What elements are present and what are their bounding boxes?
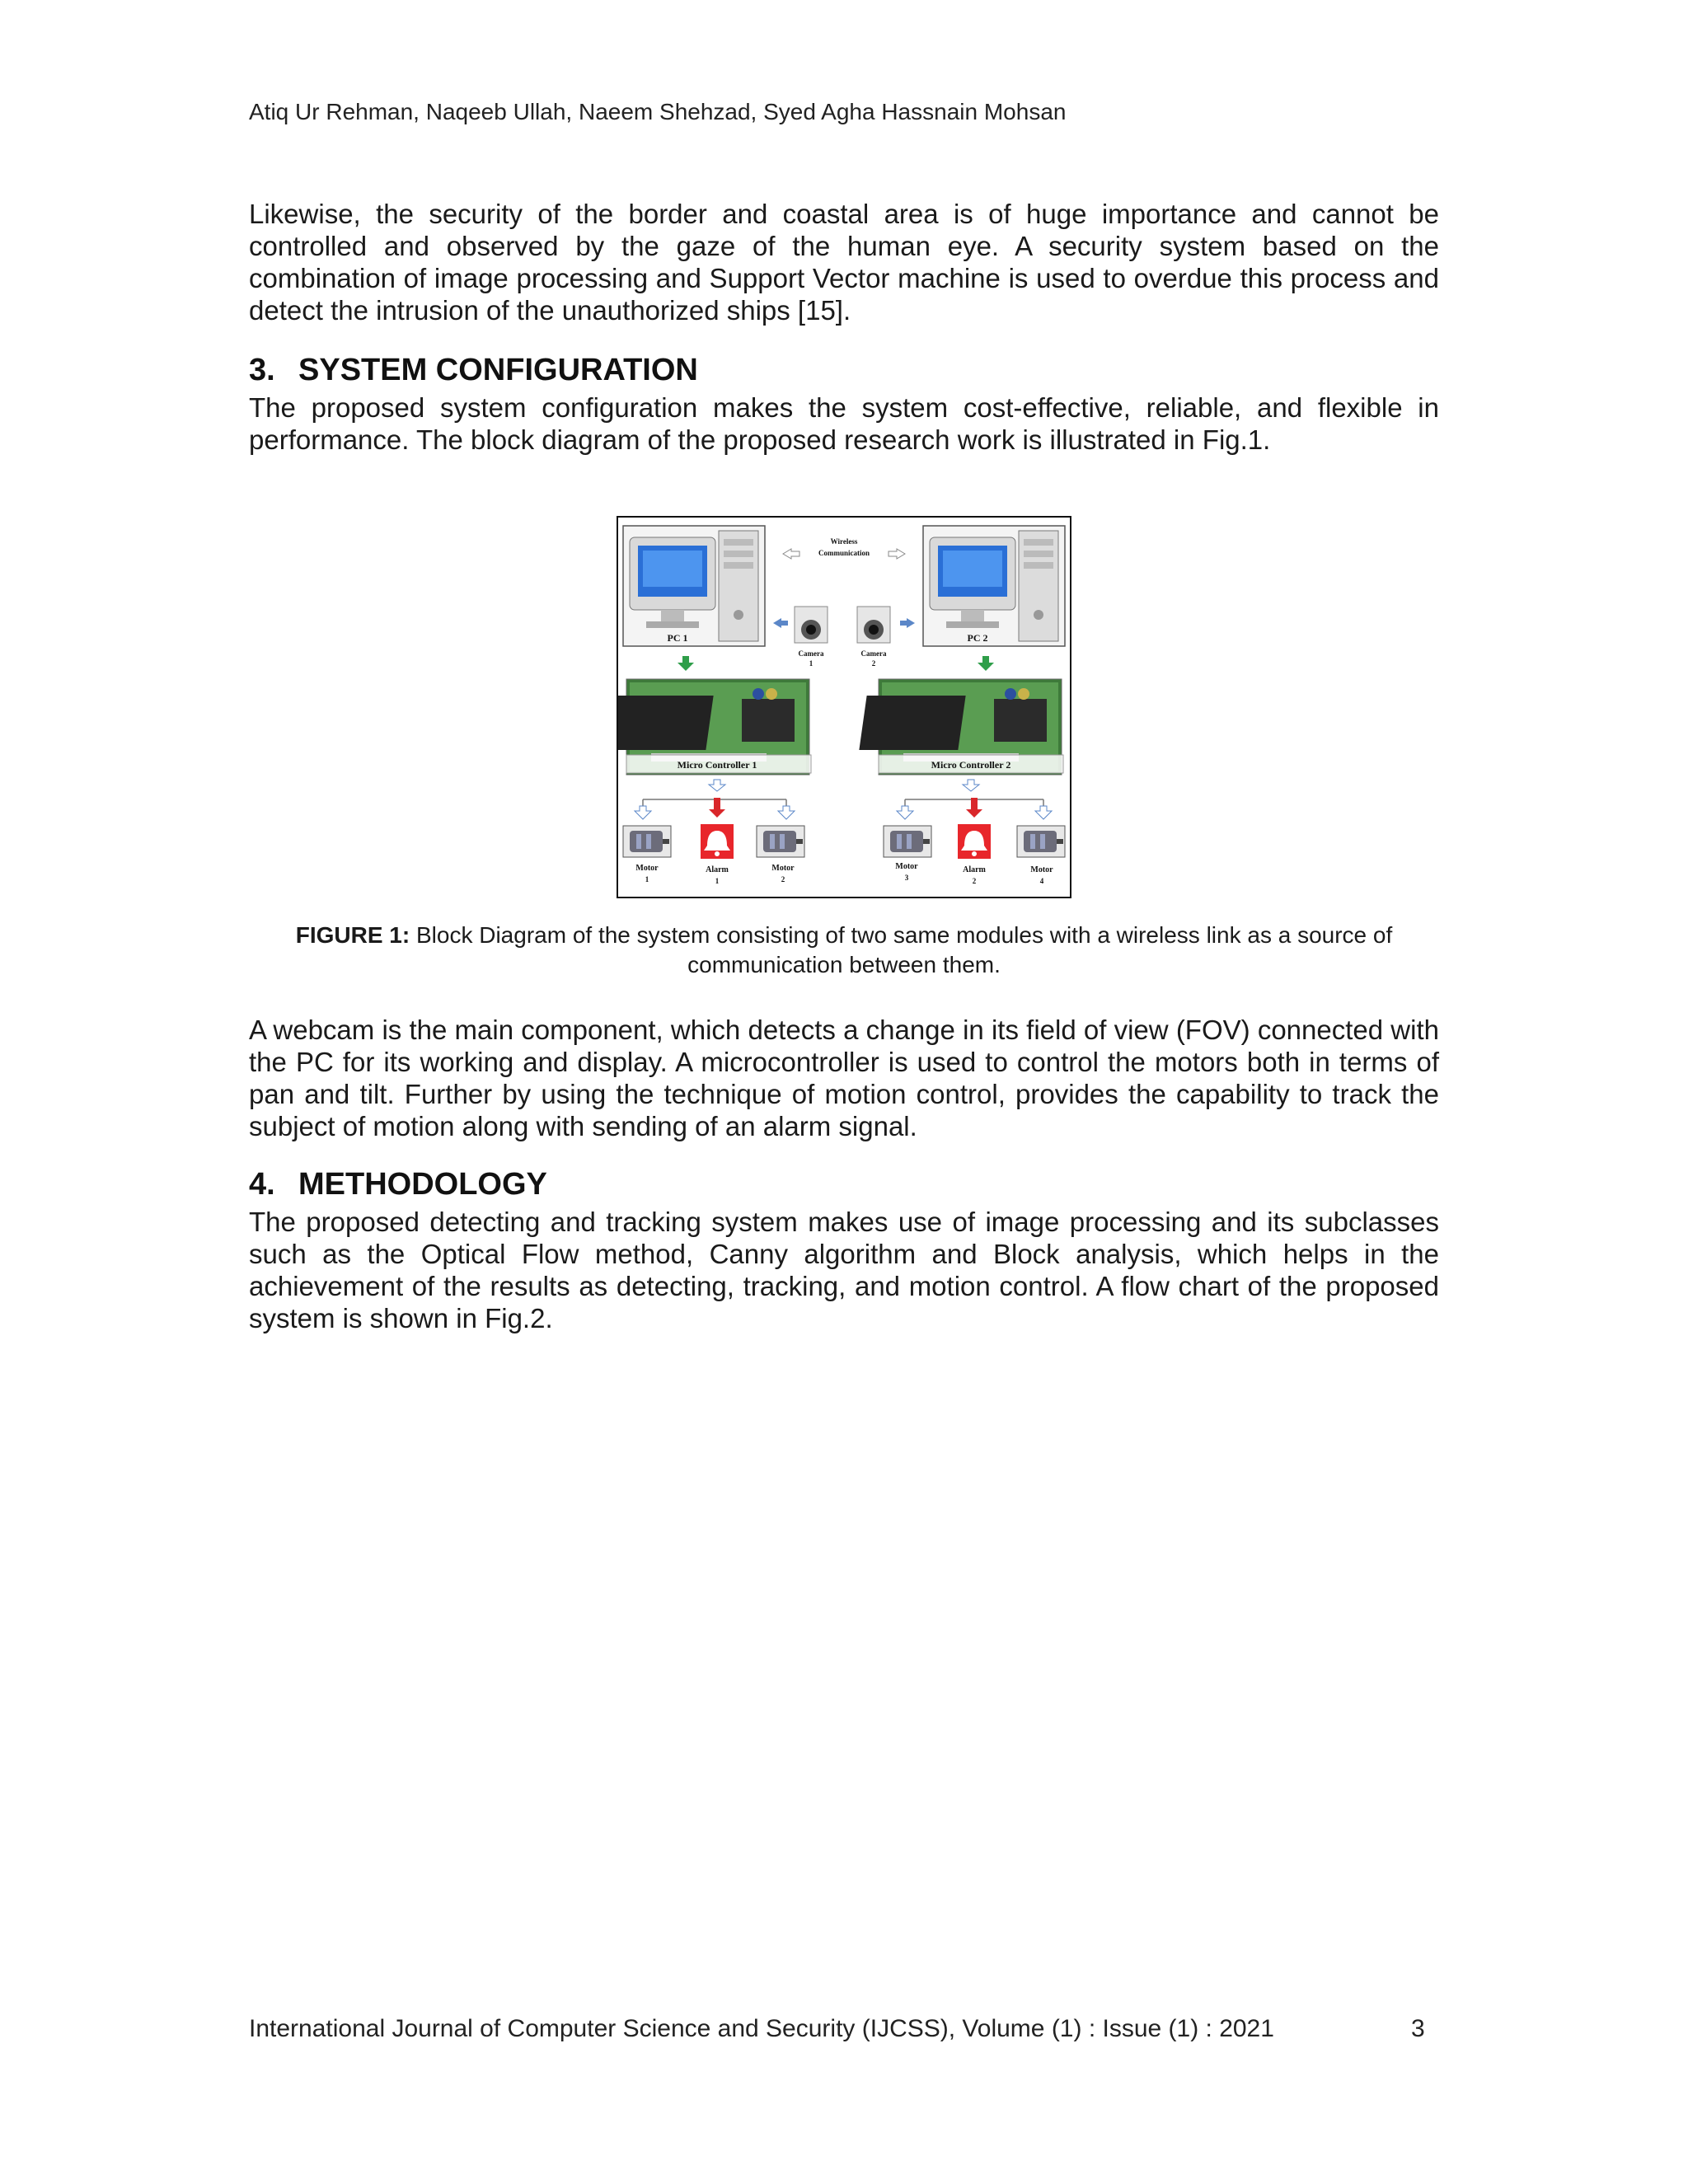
wireless-label-line2: Communication — [818, 549, 870, 557]
paragraph-webcam: A webcam is the main component, which detects a change in its field of view (FOV) connected with the PC for its working and display. A microcontroller is used to control the motors both in terms of pan and tilt. Further by using the technique of motion control, provides the capability to track the subject of motion along with sending of an alarm signal. — [249, 1015, 1439, 1141]
paragraph-config: The proposed system configuration makes the system cost-effective, reliable, and flexible in performance. The block diagram of the proposed research work is illustrated in Fig.1. — [249, 392, 1439, 455]
caption-text: Block Diagram of the system consisting of two same modules with a wireless link as a source of communication between them. — [415, 922, 1393, 977]
footer-journal: International Journal of Computer Science and Security (IJCSS), Volume (1) : Issue (1) : 2021 — [249, 2015, 1274, 2042]
microcontroller2-label: Micro Controller 2 — [931, 759, 1011, 771]
caption-label: FIGURE 1: — [295, 922, 410, 948]
motor2-label: Motor — [771, 864, 795, 873]
section-title: SYSTEM CONFIGURATION — [298, 353, 698, 387]
arrow-down-icon — [709, 780, 725, 791]
figure-caption — [249, 921, 1439, 980]
arrow-down-icon — [678, 656, 694, 671]
motor1-number: 1 — [645, 875, 649, 883]
alarm1-label: Alarm — [706, 865, 729, 874]
arrow-down-icon — [963, 780, 979, 791]
motor2-icon — [757, 826, 804, 857]
motor4-label: Motor — [1030, 865, 1053, 874]
pc2-icon — [923, 526, 1065, 646]
alarm1-number: 1 — [715, 877, 720, 885]
motor1-label: Motor — [635, 864, 659, 873]
section-title: METHODOLOGY — [298, 1167, 547, 1202]
motor2-number: 2 — [781, 875, 785, 883]
motor3-number: 3 — [904, 874, 909, 882]
arrow-down-icon — [978, 656, 994, 671]
arrow-down-icon — [709, 798, 725, 818]
motor3-label: Motor — [895, 862, 918, 871]
arrow-icon — [900, 618, 915, 628]
camera2-label: Camera — [860, 649, 887, 658]
alarm2-number: 2 — [972, 877, 977, 885]
page-number: 3 — [1411, 2015, 1425, 2042]
microcontroller1-label: Micro Controller 1 — [677, 759, 757, 771]
pc1-icon — [623, 526, 765, 646]
wireless-label-line1: Wireless — [830, 537, 858, 546]
section-heading-3 — [249, 353, 698, 388]
paragraph-intro: Likewise, the security of the border and coastal area is of huge importance and cannot be controlled and observed by the gaze of the human eye. A security system based on the combination of image processing and Support Vector machine is used to overdue this process and detect the intrusion of the unauthorized ships [15]. — [249, 199, 1439, 326]
alarm2-label: Alarm — [963, 865, 986, 874]
motor1-icon — [623, 826, 671, 857]
alarm1-bell-icon — [701, 824, 734, 859]
section-heading-4 — [249, 1167, 547, 1202]
camera2-icon — [857, 607, 890, 643]
motor3-icon — [884, 826, 931, 857]
motor4-number: 4 — [1039, 877, 1044, 885]
camera1-label: Camera — [798, 649, 824, 658]
arrow-icon — [773, 618, 788, 628]
arrow-left-icon — [783, 549, 799, 559]
arrow-down-icon — [1035, 806, 1052, 819]
pc1-label: PC 1 — [667, 632, 688, 644]
camera2-number: 2 — [871, 659, 876, 668]
motor4-icon — [1017, 826, 1065, 857]
paragraph-methodology: The proposed detecting and tracking system makes use of image processing and its subclasses such as the Optical Flow method, Canny algorithm and Block analysis, which helps in the achievement of the results as detecting, tracking, and motion control. A flow chart of the proposed system is shown in Fig.2. — [249, 1207, 1439, 1333]
arrow-down-icon — [635, 806, 651, 819]
camera1-icon — [795, 607, 828, 643]
section-number: 3. — [249, 353, 275, 387]
section-number: 4. — [249, 1167, 275, 1202]
block-diagram-svg — [618, 518, 1070, 897]
running-head-authors: Atiq Ur Rehman, Naqeeb Ullah, Naeem Shehzad, Syed Agha Hassnain Mohsan — [249, 99, 1067, 124]
camera1-number: 1 — [809, 659, 814, 668]
alarm2-bell-icon — [958, 824, 991, 859]
arrow-down-icon — [966, 798, 982, 818]
arrow-right-icon — [889, 549, 905, 559]
arrow-down-icon — [778, 806, 795, 819]
arrow-down-icon — [897, 806, 913, 819]
figure-block-diagram — [617, 516, 1071, 898]
pc2-label: PC 2 — [967, 632, 988, 644]
